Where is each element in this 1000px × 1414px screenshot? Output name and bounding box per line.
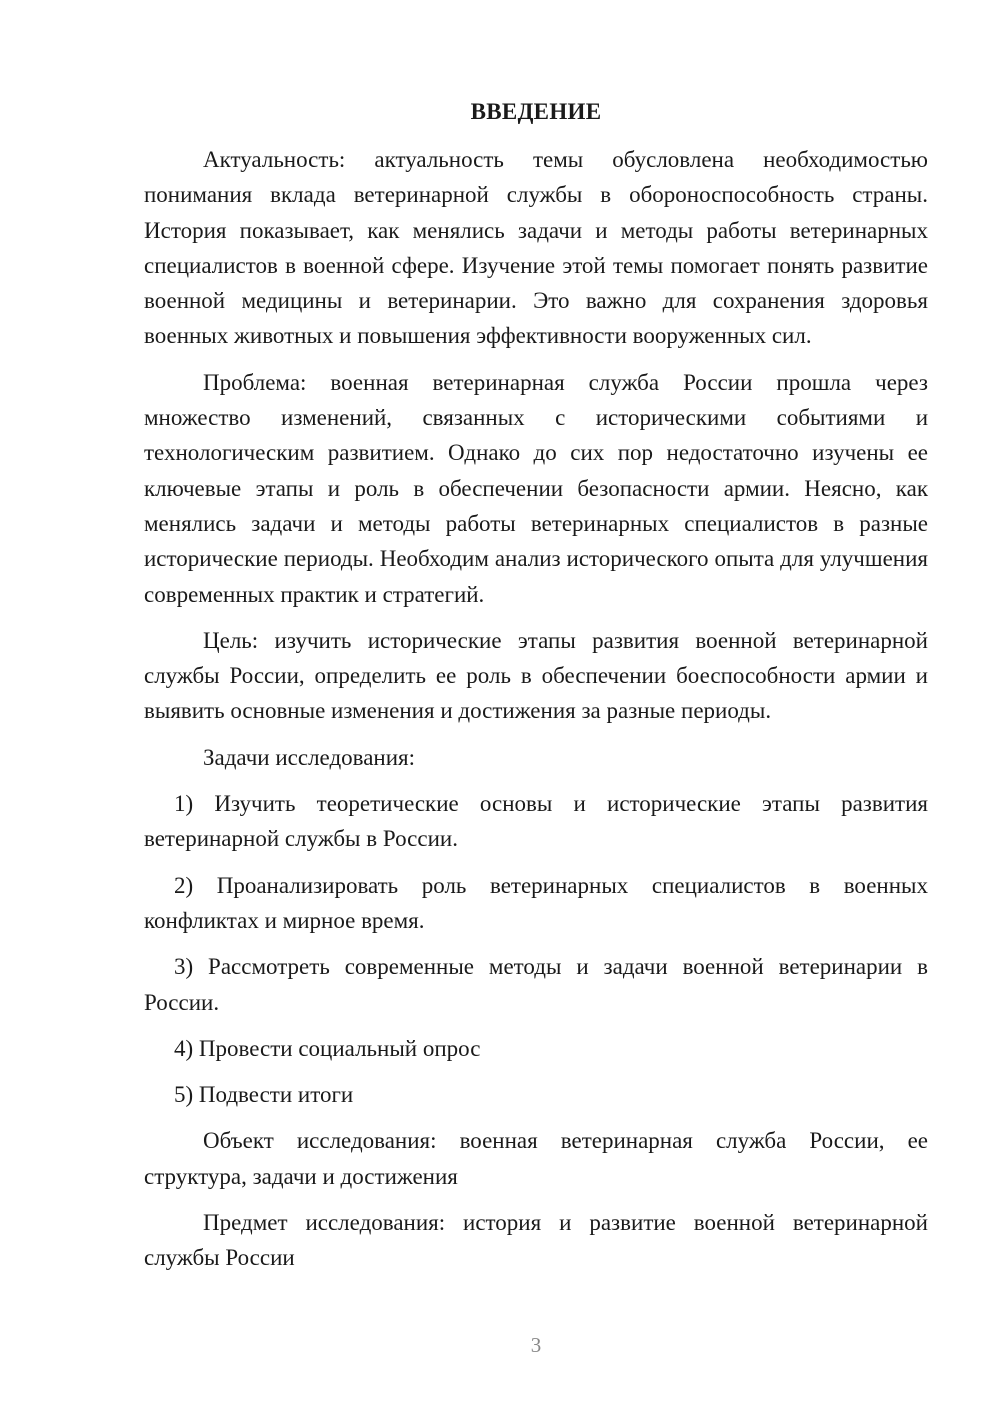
page-number: 3 (530, 1333, 542, 1357)
task-item-3: 3) Рассмотреть современные методы и задачи военной ветеринарии в России. (144, 954, 928, 1015)
paragraph-problem: Проблема: военная ветеринарная служба России прошла через множество изменений, связанных с историческими событиями и технологическим развитием. Однако до сих пор недостаточно изучены ее ключевые этапы и роль в обеспечении безопасности армии. Неясно, как менялись задачи и методы работы ветеринарных специалистов в разные исторические периоды. Необходим анализ исторического опыта для улучшения современных практик и стратегий. (144, 369, 928, 607)
paragraph-subject: Предмет исследования: история и развитие военной ветеринарной службы России (144, 1210, 928, 1271)
paragraph-relevance: Актуальность: актуальность темы обусловлена необходимостью понимания вклада ветеринарной службы в обороноспособность страны. История показывает, как менялись задачи и методы работы ветеринарных специалистов в военной сфере. Изучение этой темы помогает понять развитие военной медицины и ветеринарии. Это важно для сохранения здоровья военных животных и повышения эффективности вооруженных сил. (144, 147, 928, 349)
document-body (144, 142, 928, 1287)
paragraph-goal: Цель: изучить исторические этапы развития военной ветеринарной службы России, определить ее роль в обеспечении боеспособности армии и выявить основные изменения и достижения за разные периоды. (144, 627, 928, 724)
task-item-5: 5) Подвести итоги (174, 1082, 354, 1108)
task-item-1: 1) Изучить теоретические основы и исторические этапы развития ветеринарной службы в России. (144, 791, 928, 852)
paragraph-object: Объект исследования: военная ветеринарная служба России, ее структура, задачи и достижения (144, 1128, 928, 1189)
paragraph-tasks-heading: Задачи исследования: (203, 744, 416, 770)
section-heading: ВВЕДЕНИЕ (470, 99, 602, 124)
task-item-4: 4) Провести социальный опрос (174, 1035, 481, 1061)
task-item-2: 2) Проанализировать роль ветеринарных специалистов в военных конфликтах и мирное время. (144, 872, 928, 933)
